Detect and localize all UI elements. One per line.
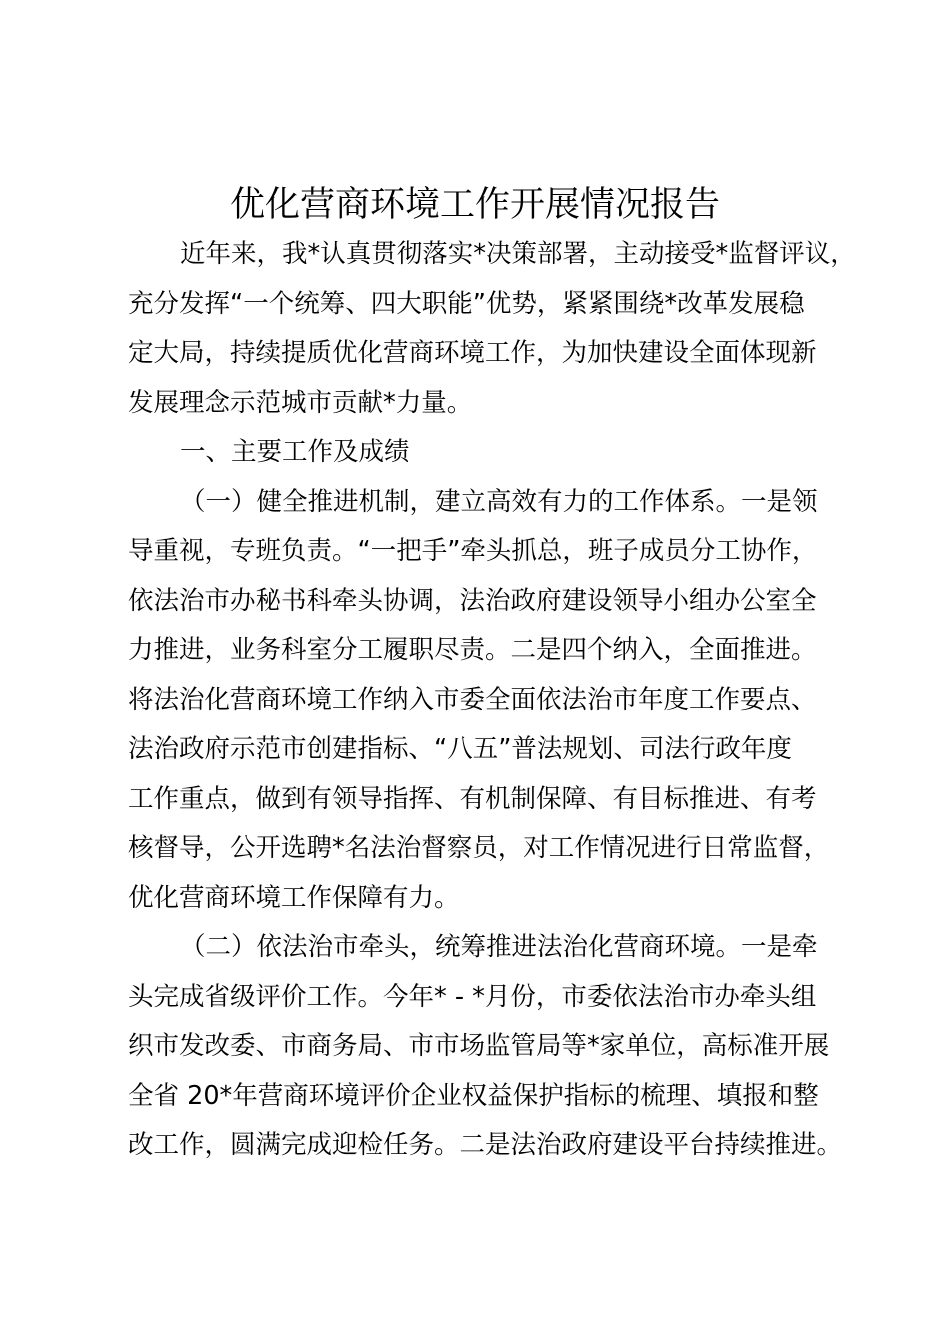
paragraph-line: 力推进，业务科室分工履职尽责。二是四个纳入，全面推进。	[128, 635, 817, 665]
paragraph-line: 织市发改委、市商务局、市市场监管局等*家单位，高标准开展	[128, 1031, 830, 1061]
paragraph-line: 依法治市办秘书科牵头协调，法治政府建设领导小组办公室全	[128, 585, 817, 616]
paragraph-line: 全省 20*年营商环境评价企业权益保护指标的梳理、填报和整	[128, 1080, 819, 1111]
paragraph-line: 近年来，我*认真贯彻落实*决策部署，主动接受*监督评议，	[180, 239, 856, 269]
paragraph-line: 头完成省级评价工作。今年* - *月份，市委依法治市办牵头组	[128, 981, 817, 1012]
document-title: 优化营商环境工作开展情况报告	[229, 185, 720, 225]
paragraph-line: 法治政府示范市创建指标、“八五”普法规划、司法行政年度	[128, 734, 792, 764]
paragraph-line: 导重视，专班负责。“一把手”牵头抓总，班子成员分工协作，	[128, 536, 818, 566]
document-body	[128, 230, 868, 1171]
paragraph-line: （一）健全推进机制，建立高效有力的工作体系。一是领	[180, 486, 818, 517]
paragraph-line: 将法治化营商环境工作纳入市委全面依法治市年度工作要点、	[128, 684, 817, 715]
paragraph-line: 发展理念示范城市贡献*力量。	[128, 387, 473, 418]
paragraph-line: （二）依法治市牵头，统筹推进法治化营商环境。一是牵	[180, 932, 818, 962]
paragraph-line: 定大局，持续提质优化营商环境工作，为加快建设全面体现新	[128, 338, 817, 368]
paragraph-line: 改工作，圆满完成迎检任务。二是法治政府建设平台持续推进。	[128, 1130, 843, 1160]
paragraph-line: 核督导，公开选聘*名法治督察员，对工作情况进行日常监督，	[128, 833, 830, 863]
paragraph-line: 工作重点，做到有领导指挥、有机制保障、有目标推进、有考	[128, 783, 817, 814]
paragraph-line: 充分发挥“一个统筹、四大职能”优势，紧紧围绕*改革发展稳	[128, 288, 805, 319]
section-heading: 一、主要工作及成绩	[180, 437, 410, 467]
paragraph-line: 优化营商环境工作保障有力。	[128, 882, 460, 913]
